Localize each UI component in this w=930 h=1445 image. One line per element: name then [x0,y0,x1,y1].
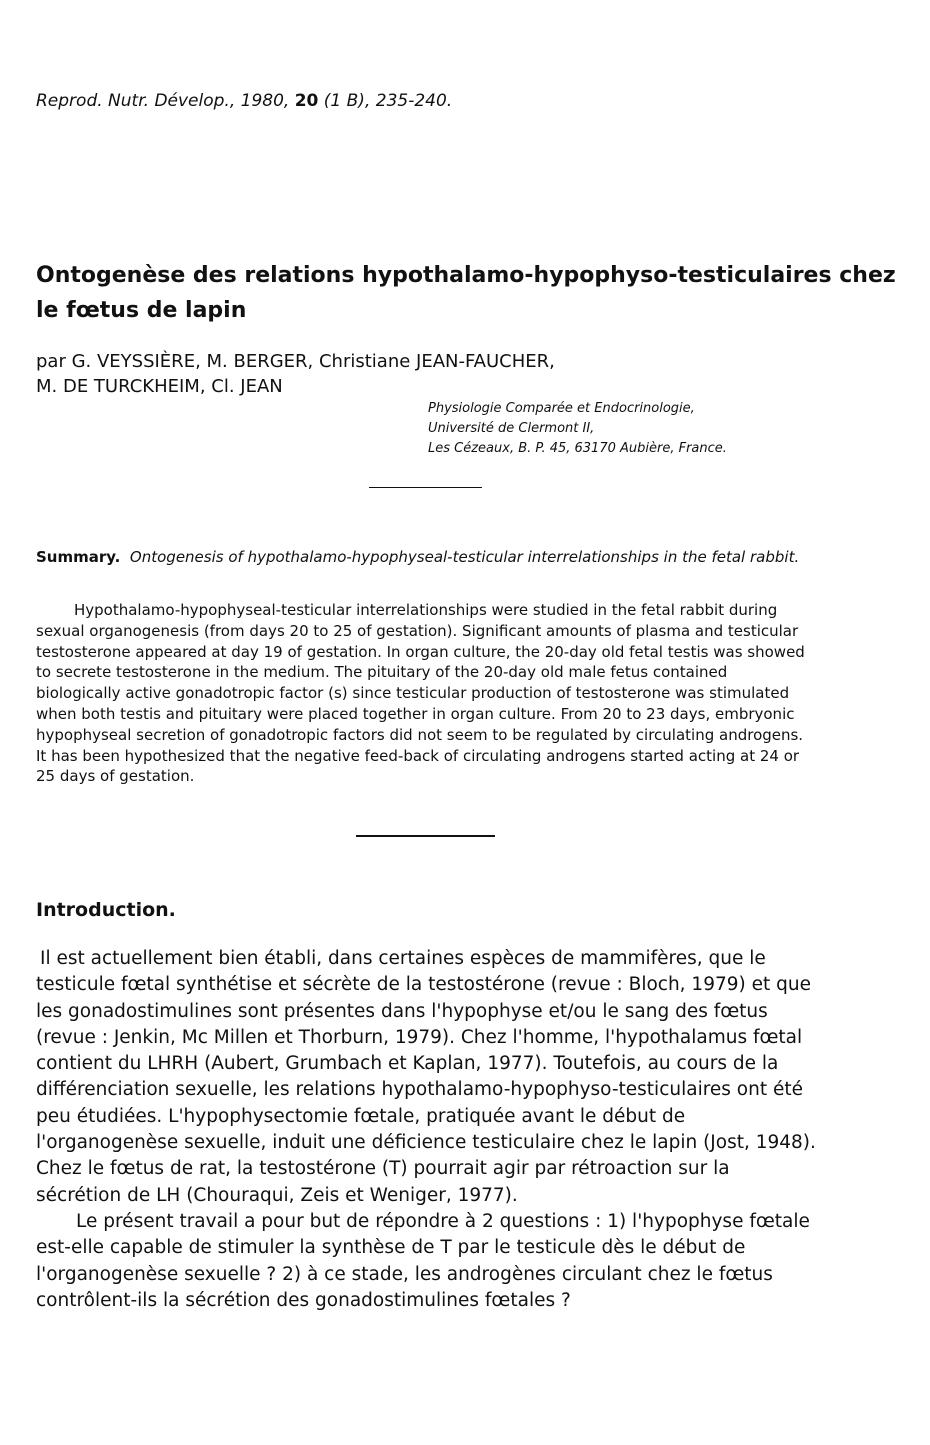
affiliation [428,399,727,459]
introduction-paragraph-1: Il est actuellement bien établi, dans certaines espèces de mammifères, que le testicule fœtal synthétise et sécrète de la testostérone (revue : Bloch, 1979) et que les gonadostimulines sont présentes dans l'hypophyse et/ou le sang des fœtus (revue : Jenkin, Mc Millen et Thorburn, 1979). Chez l'homme, l'hypothalamus fœtal contient du LHRH (Aubert, Grumbach et Kaplan, 1977). Toutefois, au cours de la différenciation sexuelle, les relations hypothalamo-hypophyso-testiculaires ont été peu étudiées. L'hypophysectomie fœtale, pratiquée avant le début de l'organogenèse sexuelle, induit une déficience testiculaire chez le lapin (Jost, 1948). Chez le fœtus de rat, la testostérone (T) pourrait agir par rétroaction sur la sécrétion de LH (Chouraqui, Zeis et Weniger, 1977). [36,948,816,1206]
summary-body: Hypothalamo-hypophyseal-testicular interrelationships were studied in the fetal rabbit during sexual organogenesis (from days 20 to 25 of gestation). Significant amounts of plasma and testicular testosterone appeared at day 19 of gestation. In organ culture, the 20-day old fetal testis was showed to secrete testosterone in the medium. The pituitary of the 20-day old male fetus contained biologically active gonadotropic factor (s) since testicular production of testosterone was stimulated when both testis and pituitary were placed together in organ culture. From 20 to 23 days, embryonic hypophyseal secretion of gonadotropic factors did not seem to be regulated by circulating androgens. It has been hypothesized that the negative feed-back of circulating androgens started acting at 24 or 25 days of gestation. [36,601,805,786]
journal-citation: Reprod. Nutr. Dévelop., 1980, [36,91,295,111]
summary-title: Ontogenesis of hypothalamo-hypophyseal-testicular interrelationships in the fetal rabbit. [129,548,800,566]
authors-line-1: par G. VEYSSIÈRE, M. BERGER, Christiane JEAN-FAUCHER, [36,351,555,372]
article-title: Ontogenèse des relations hypothalamo-hypophyso-testiculaires chez le fœtus de lapin [36,263,896,323]
journal-reference [36,91,452,111]
affiliation-line-1: Physiologie Comparée et Endocrinologie, [428,401,695,416]
introduction-body [36,946,816,1314]
summary-label: Summary. [36,548,121,566]
affiliation-line-2: Université de Clermont II, [428,421,595,436]
authors-line-2: M. DE TURCKHEIM, Cl. JEAN [36,376,283,397]
section-divider [369,487,482,488]
author-list [36,349,555,399]
journal-volume: 20 [294,91,319,111]
affiliation-line-3: Les Cézeaux, B. P. 45, 63170 Aubière, France. [428,441,727,456]
introduction-paragraph-2: Le présent travail a pour but de répondre à 2 questions : 1) l'hypophyse fœtale est-elle capable de stimuler la synthèse de T par le testicule dès le début de l'organogenèse sexuelle ? 2) à ce stade, les androgènes circulant chez le fœtus contrôlent-ils la sécrétion des gonadostimulines fœtales ? [36,1210,810,1311]
section-divider [356,835,495,837]
summary-heading [36,547,816,567]
journal-issue-pages: (1 B), 235-240. [318,91,453,111]
introduction-heading: Introduction. [36,899,176,921]
